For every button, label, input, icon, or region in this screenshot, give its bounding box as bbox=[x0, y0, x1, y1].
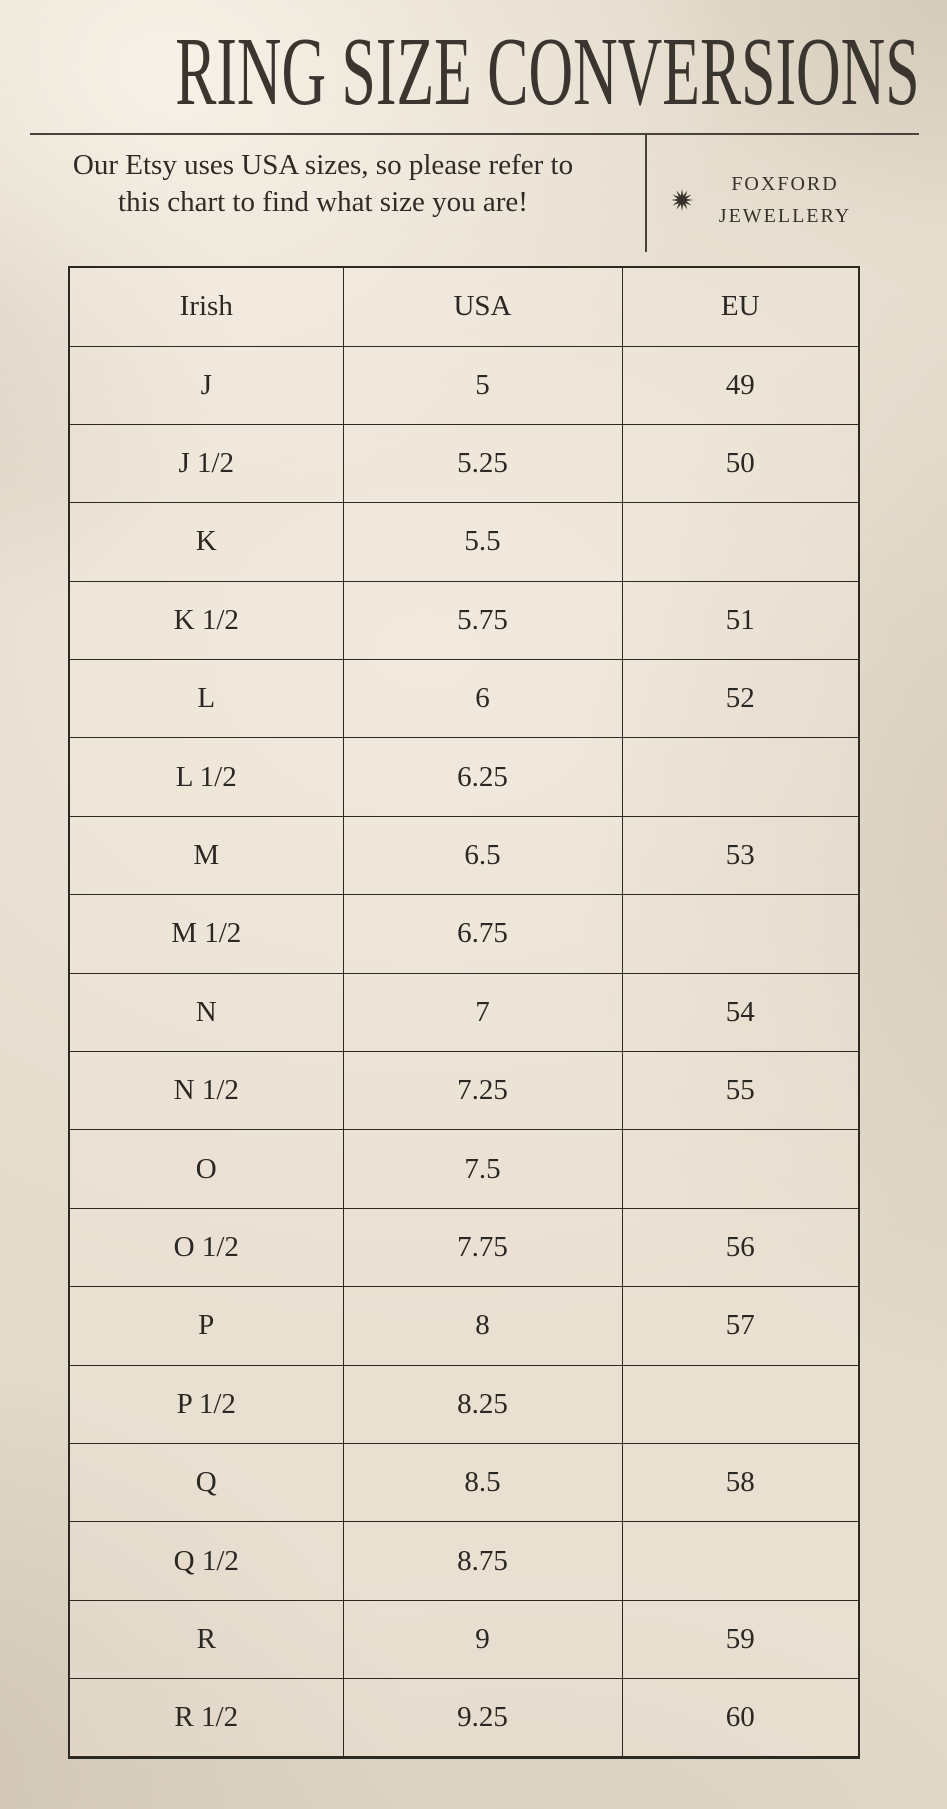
table-cell-irish: N bbox=[69, 973, 343, 1051]
column-header-usa: USA bbox=[343, 267, 622, 346]
column-header-eu: EU bbox=[622, 267, 859, 346]
ring-size-conversion-table bbox=[68, 266, 860, 1759]
page-title: RING SIZE CONVERSIONS bbox=[175, 18, 920, 126]
table-cell-irish: N 1/2 bbox=[69, 1052, 343, 1130]
table-cell-usa: 5.25 bbox=[343, 424, 622, 502]
table-cell-irish: R bbox=[69, 1600, 343, 1678]
table-cell-irish: O bbox=[69, 1130, 343, 1208]
table-row bbox=[69, 1208, 859, 1286]
brand-name-line1: FOXFORD bbox=[731, 173, 839, 195]
table-cell-eu bbox=[622, 895, 859, 973]
table-cell-eu: 50 bbox=[622, 424, 859, 502]
table-cell-eu: 59 bbox=[622, 1600, 859, 1678]
table-row bbox=[69, 660, 859, 738]
table-row bbox=[69, 581, 859, 659]
table-cell-usa: 5.75 bbox=[343, 581, 622, 659]
table-cell-eu: 56 bbox=[622, 1208, 859, 1286]
brand-logo bbox=[670, 168, 860, 232]
column-header-irish: Irish bbox=[69, 267, 343, 346]
table-cell-eu bbox=[622, 738, 859, 816]
table-cell-irish: J 1/2 bbox=[69, 424, 343, 502]
table-cell-eu: 51 bbox=[622, 581, 859, 659]
table-row bbox=[69, 738, 859, 816]
table-cell-irish: Q bbox=[69, 1443, 343, 1521]
table-cell-usa: 8.25 bbox=[343, 1365, 622, 1443]
table-cell-usa: 7.75 bbox=[343, 1208, 622, 1286]
intro-text-line2: this chart to find what size you are! bbox=[118, 186, 528, 218]
twelve-pointed-star-icon bbox=[670, 188, 694, 212]
table-cell-eu bbox=[622, 1365, 859, 1443]
table-cell-eu: 60 bbox=[622, 1679, 859, 1757]
table-cell-eu: 49 bbox=[622, 346, 859, 424]
table-cell-eu bbox=[622, 1522, 859, 1600]
intro-text bbox=[0, 147, 646, 221]
table-cell-irish: R 1/2 bbox=[69, 1679, 343, 1757]
intro-text-line1: Our Etsy uses USA sizes, so please refer to bbox=[72, 149, 574, 181]
table-cell-usa: 6.5 bbox=[343, 816, 622, 894]
table-cell-usa: 5.5 bbox=[343, 503, 622, 581]
table-cell-irish: M bbox=[69, 816, 343, 894]
table-cell-usa: 6 bbox=[343, 660, 622, 738]
table-cell-eu: 55 bbox=[622, 1052, 859, 1130]
table-cell-irish: L 1/2 bbox=[69, 738, 343, 816]
table-cell-irish: K 1/2 bbox=[69, 581, 343, 659]
table-row bbox=[69, 1522, 859, 1600]
table-cell-irish: L bbox=[69, 660, 343, 738]
table-row bbox=[69, 1679, 859, 1757]
brand-name-line2: JEWELLERY bbox=[718, 205, 852, 227]
table-body bbox=[69, 346, 859, 1757]
table-cell-eu: 52 bbox=[622, 660, 859, 738]
brand-name bbox=[710, 168, 860, 232]
table-cell-irish: M 1/2 bbox=[69, 895, 343, 973]
table-cell-usa: 7.25 bbox=[343, 1052, 622, 1130]
table-cell-usa: 9.25 bbox=[343, 1679, 622, 1757]
table-cell-irish: J bbox=[69, 346, 343, 424]
table-row bbox=[69, 503, 859, 581]
table-cell-usa: 8.75 bbox=[343, 1522, 622, 1600]
table-cell-eu bbox=[622, 1130, 859, 1208]
table-row bbox=[69, 1130, 859, 1208]
table-row bbox=[69, 1365, 859, 1443]
table-cell-eu: 58 bbox=[622, 1443, 859, 1521]
table-row bbox=[69, 973, 859, 1051]
table-cell-eu: 54 bbox=[622, 973, 859, 1051]
table-cell-irish: O 1/2 bbox=[69, 1208, 343, 1286]
table-cell-irish: K bbox=[69, 503, 343, 581]
table-cell-usa: 6.25 bbox=[343, 738, 622, 816]
table-header-row bbox=[69, 267, 859, 346]
table-cell-eu: 57 bbox=[622, 1287, 859, 1365]
table-row bbox=[69, 1287, 859, 1365]
table-row bbox=[69, 895, 859, 973]
table-cell-usa: 8.5 bbox=[343, 1443, 622, 1521]
table-row bbox=[69, 346, 859, 424]
table-cell-usa: 5 bbox=[343, 346, 622, 424]
table-row bbox=[69, 816, 859, 894]
table-cell-eu: 53 bbox=[622, 816, 859, 894]
table-header-row bbox=[69, 267, 859, 346]
title-divider-line bbox=[30, 133, 919, 135]
table-cell-eu bbox=[622, 503, 859, 581]
table-cell-usa: 7 bbox=[343, 973, 622, 1051]
vertical-divider-line bbox=[645, 135, 647, 252]
table-row bbox=[69, 1600, 859, 1678]
table-cell-usa: 7.5 bbox=[343, 1130, 622, 1208]
table-cell-usa: 8 bbox=[343, 1287, 622, 1365]
table-cell-usa: 9 bbox=[343, 1600, 622, 1678]
table-cell-usa: 6.75 bbox=[343, 895, 622, 973]
table-cell-irish: P 1/2 bbox=[69, 1365, 343, 1443]
table-row bbox=[69, 1443, 859, 1521]
table-cell-irish: Q 1/2 bbox=[69, 1522, 343, 1600]
table-row bbox=[69, 424, 859, 502]
table-row bbox=[69, 1052, 859, 1130]
table-cell-irish: P bbox=[69, 1287, 343, 1365]
